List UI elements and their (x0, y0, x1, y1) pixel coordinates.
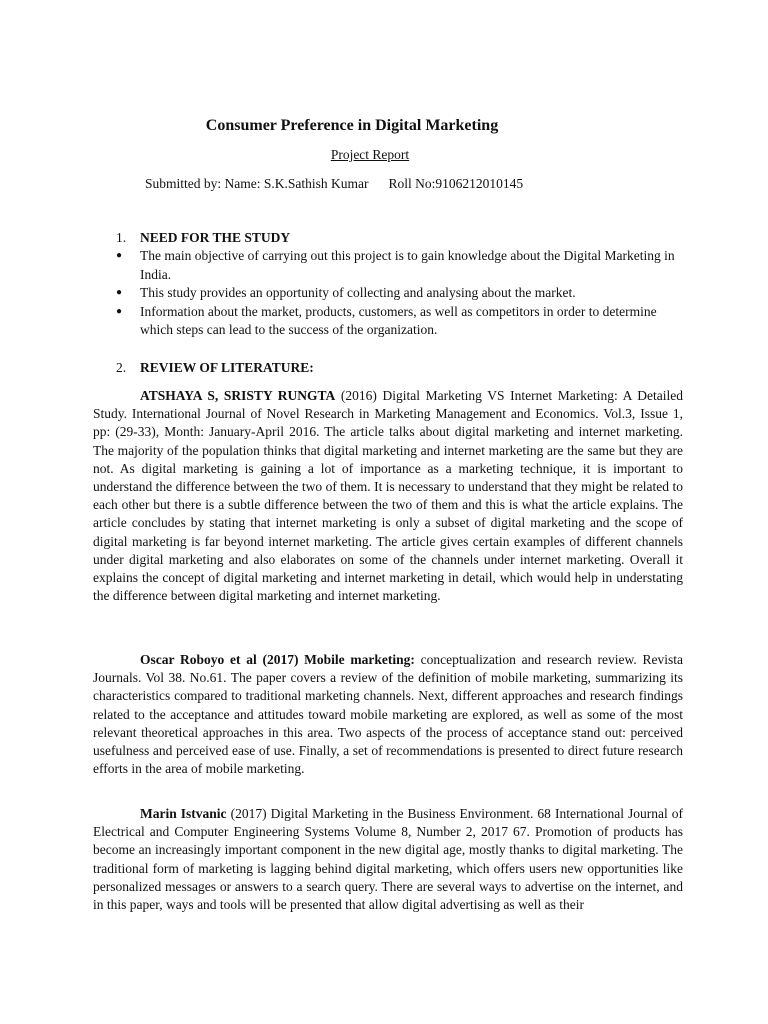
submitted-by-line (145, 175, 523, 193)
paragraph-lead: Marin Istvanic (140, 806, 227, 821)
literature-paragraph-3 (93, 805, 683, 914)
paragraph-text: conceptualization and research review. Revista Journals. Vol 38. No.61. The paper covers a review of the definition of mobile marketing, summarizing its characteristics compared to traditional marketing channels. Next, different approaches and research findings related to the acceptance and attitudes toward mobile marketing are explored, as well as some of the most relevant theoretical approaches in this area. Two aspects of the process of acceptance stand out: perceived usefulness and perceived ease of use. Finally, a set of recommendations is presented to direct future research efforts in the area of mobile marketing. (93, 652, 683, 777)
list-item (116, 247, 676, 284)
list-item-text: This study provides an opportunity of collecting and analysing about the market. (140, 285, 576, 300)
list-item-text: The main objective of carrying out this project is to gain knowledge about the Digital Marketing in India. (140, 248, 675, 282)
list-item (116, 284, 676, 303)
bullet-icon: ● (116, 250, 123, 261)
submitted-by-name: Submitted by: Name: S.K.Sathish Kumar (145, 176, 369, 191)
bullet-icon: ● (116, 287, 123, 298)
section-1-title: NEED FOR THE STUDY (140, 230, 291, 245)
section-2-heading (116, 359, 314, 377)
need-for-study-list (116, 247, 676, 340)
paragraph-lead: ATSHAYA S, SRISTY RUNGTA (140, 388, 336, 403)
list-item-text: Information about the market, products, customers, as well as competitors in order to determine which steps can lead to the success of the organization. (140, 303, 657, 337)
list-item (116, 303, 676, 340)
section-1-number: 1. (116, 230, 127, 245)
paragraph-text: (2016) Digital Marketing VS Internet Marketing: A Detailed Study. International Journal of Novel Research in Marketing Management and Economics. Vol.3, Issue 1, pp: (29-33), Month: January-April 2016. The article talks about digital marketing and internet marketing. The majority of the population thinks that digital marketing and internet marketing are the same but they are not. As digital marketing is gaining a lot of importance as a marketing technique, it is important to understand the difference between the two of them. It is necessary to understand that they might be related to each other but there is a subtle difference between the two of them and this is what the article explains. The article concludes by stating that internet marketing is only a subset of digital marketing and the scope of digital marketing is far beyond internet marketing. The article gives certain examples of different channels under digital marketing and also elaborates on some of the channels under internet marketing. Overall it explains the concept of digital marketing and internet marketing in detail, which would help in understating the difference between digital marketing and internet marketing. (93, 388, 683, 604)
paragraph-text: (2017) Digital Marketing in the Business Environment. 68 International Journal of Electrical and Computer Engineering Systems Volume 8, Number 2, 2017 67. Promotion of products has become an increasingly important component in the new digital age, mostly thanks to digital marketing. The traditional form of marketing is lagging behind digital marketing, which offers users new opportunities like personalized messages or answers to a search query. There are several ways to advertise on the internet, and in this paper, ways and tools will be presented that allow digital advertising as well as their (93, 806, 684, 913)
document-subtitle: Project Report (330, 147, 410, 162)
literature-paragraph-1 (93, 387, 683, 605)
roll-number: Roll No:9106212010145 (388, 176, 524, 191)
section-2-title: REVIEW OF LITERATURE: (140, 360, 314, 375)
bullet-icon: ● (116, 305, 123, 317)
literature-paragraph-2 (93, 651, 683, 778)
document-title: Consumer Preference in Digital Marketing (205, 117, 499, 134)
paragraph-lead: Oscar Roboyo et al (2017) Mobile marketing: (140, 652, 415, 667)
section-1-heading (116, 229, 290, 247)
section-2-number: 2. (116, 360, 127, 375)
